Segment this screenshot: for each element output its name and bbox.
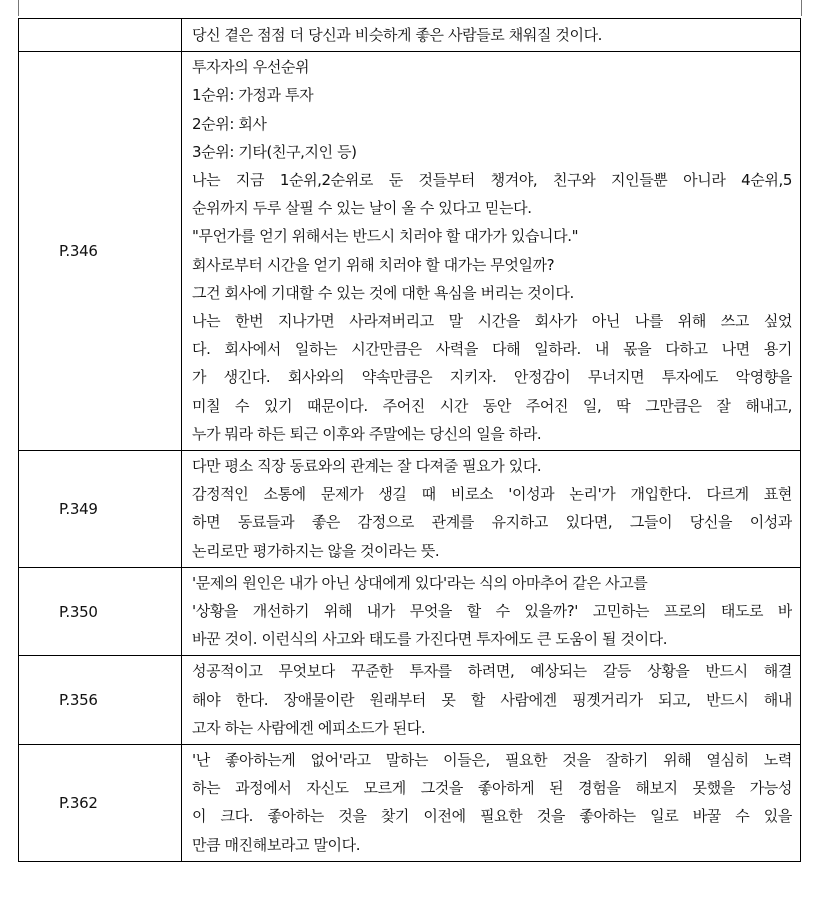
note-line: 해야 한다. 장애물이란 원래부터 못 할 사람에겐 핑곗거리가 되고, 반드시 해내 (192, 690, 792, 709)
table-row (19, 745, 801, 862)
note-line: 당신 곁은 점점 더 당신과 비슷하게 좋은 사람들로 채워질 것이다. (192, 26, 603, 44)
page-number: P.356 (59, 691, 98, 710)
ruler-marks (0, 0, 827, 18)
page-number-cell[interactable] (19, 52, 182, 451)
note-line: '난 좋아하는게 없어'라고 말하는 이들은, 필요한 것을 잘하기 위해 열심히 노력 (192, 751, 792, 770)
page-number: P.350 (59, 602, 98, 621)
table-row (19, 451, 801, 568)
table-row (19, 656, 801, 745)
note-text-cell[interactable] (182, 52, 801, 451)
page-number-cell[interactable] (19, 745, 182, 862)
table-row (19, 567, 801, 656)
note-line: 1순위: 가정과 투자 (192, 86, 314, 105)
note-line: 투자자의 우선순위 (192, 58, 310, 77)
note-text-cell[interactable] (182, 567, 801, 656)
note-line: 2순위: 회사 (192, 114, 267, 133)
note-line: 하면 동료들과 좋은 감정으로 관계를 유지하고 있다면, 그들이 당신을 이성과 (192, 513, 792, 532)
note-line: '상황을 개선하기 위해 내가 무엇을 할 수 있을까?' 고민하는 프로의 태도로 바 (192, 602, 792, 621)
note-text-cell[interactable] (182, 451, 801, 568)
note-text-cell[interactable] (182, 19, 801, 52)
table-row (19, 52, 801, 451)
note-line: 순위까지 두루 살필 수 있는 날이 올 수 있다고 믿는다. (192, 199, 532, 218)
note-line: 감정적인 소통에 문제가 생길 때 비로소 '이성과 논리'가 개입한다. 다르게 표현 (192, 485, 792, 504)
page-number: P.362 (59, 793, 98, 812)
table-row (19, 19, 801, 52)
note-text-cell[interactable] (182, 656, 801, 745)
note-line: 회사로부터 시간을 얻기 위해 치러야 할 대가는 무엇일까? (192, 255, 555, 274)
note-line: 성공적이고 무엇보다 꾸준한 투자를 하려면, 예상되는 갈등 상황을 반드시 해결 (192, 662, 792, 681)
page-number: P.349 (59, 499, 98, 518)
margin-tick (801, 0, 802, 16)
note-line: "무언가를 얻기 위해서는 반드시 치러야 할 대가가 있습니다." (192, 227, 579, 246)
note-line: 3순위: 기타(친구,지인 등) (192, 142, 357, 161)
page-number-cell[interactable] (19, 19, 182, 52)
margin-tick (18, 0, 19, 16)
note-text-cell[interactable] (182, 745, 801, 862)
note-line: 바꾼 것이. 이런식의 사고와 태도를 가진다면 투자에도 큰 도움이 될 것이다. (192, 630, 668, 649)
note-line: 누가 뭐라 하든 퇴근 이후와 주말에는 당신의 일을 하라. (192, 424, 542, 443)
note-line: 이 크다. 좋아하는 것을 찾기 이전에 필요한 것을 좋아하는 일로 바꿀 수 있을 (192, 807, 792, 826)
note-line: 나는 지금 1순위,2순위로 둔 것들부터 챙겨야, 친구와 지인들뿐 아니라 4순위,5 (192, 171, 792, 190)
note-line: 다만 평소 직장 동료와의 관계는 잘 다져줄 필요가 있다. (192, 457, 542, 476)
note-line: 고자 하는 사람에겐 에피소드가 된다. (192, 718, 426, 737)
note-line: 다. 회사에서 일하는 시간만큼은 사력을 다해 일하라. 내 몫을 다하고 나면 용기 (192, 340, 792, 359)
note-line: 하는 과정에서 자신도 모르게 그것을 좋아하게 된 경험을 해보지 못했을 가능성 (192, 779, 792, 798)
note-line: 미칠 수 있기 때문이다. 주어진 시간 동안 주어진 일, 딱 그만큼은 잘 해내고, (192, 396, 792, 415)
page-number-cell[interactable] (19, 451, 182, 568)
note-line: '문제의 원인은 내가 아닌 상대에게 있다'라는 식의 아마추어 같은 사고를 (192, 573, 648, 592)
note-line: 나는 한번 지나가면 사라져버리고 말 시간을 회사가 아닌 나를 위해 쓰고 싶었 (192, 312, 792, 331)
note-line: 논리로만 평가하지는 않을 것이라는 뜻. (192, 541, 440, 560)
page-number-cell[interactable] (19, 567, 182, 656)
page-number: P.346 (59, 242, 98, 261)
page-number-cell[interactable] (19, 656, 182, 745)
note-line: 가 생긴다. 회사와의 약속만큼은 지키자. 안정감이 무너지면 투자에도 악영향을 (192, 368, 792, 387)
reading-notes-table (18, 18, 801, 862)
note-line: 만큼 매진해보라고 말이다. (192, 835, 361, 854)
note-line: 그건 회사에 기대할 수 있는 것에 대한 욕심을 버리는 것이다. (192, 283, 574, 302)
